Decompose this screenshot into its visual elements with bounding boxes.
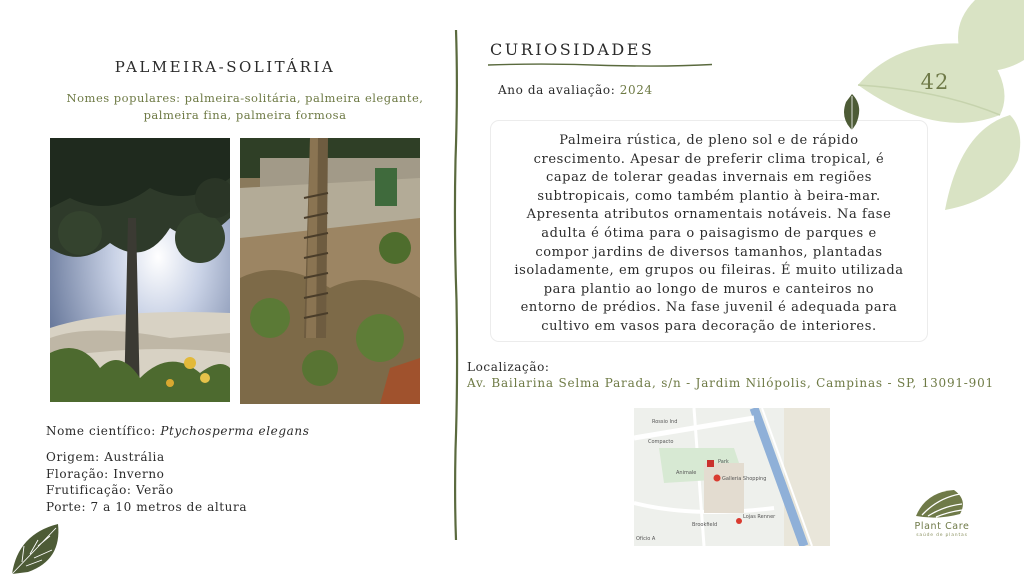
fruiting: Frutificação: Verão: [46, 483, 174, 497]
description-line: Apresenta atributos ornamentais notáveis. Na fase: [526, 207, 892, 223]
decorative-leaves-icon: [850, 0, 1024, 220]
brand-tagline: saúde de plantas: [916, 533, 968, 538]
brand-name: Plant Care: [914, 521, 970, 532]
bottom-leaf-icon: [8, 520, 62, 576]
popular-names-line-1: Nomes populares: palmeira-solitária, palmeira elegante,: [66, 91, 424, 105]
location-label: Localização:: [467, 360, 550, 374]
scientific-label: Nome científico:: [46, 424, 156, 438]
description-line: compor jardins de diversos tamanhos, plantadas: [535, 244, 883, 260]
curiosities-heading: CURIOSIDADES: [490, 40, 655, 59]
description-line: entorno de prédios. Na fase juvenil é adequada para: [520, 300, 898, 316]
size: Porte: 7 a 10 metros de altura: [46, 499, 248, 514]
origin: Origem: Austrália: [46, 450, 165, 464]
year-value: 2024: [619, 83, 653, 97]
description-line: cultivo em vasos para decoração de interiores.: [541, 318, 877, 334]
map-label: Compacto: [648, 439, 674, 445]
map-label: Brookfield: [692, 522, 718, 528]
description-line: adulta é ótima para o paisagismo de parques e: [541, 225, 877, 241]
map-label: Park: [718, 459, 729, 465]
page-number: 42: [920, 70, 950, 94]
popular-names-line-2: palmeira fina, palmeira formosa: [143, 108, 347, 122]
column-divider: [452, 30, 460, 540]
popular-names: [40, 90, 450, 124]
description-line: capaz de tolerar geadas invernais em regiões: [545, 170, 873, 186]
palm-photo-canopy: [50, 138, 230, 402]
map-label: Animale: [676, 470, 697, 476]
description-line: para plantio ao longo de muros e canteiros no: [543, 281, 875, 297]
description-line: Palmeira rústica, de pleno sol e de rápido: [559, 133, 859, 148]
palm-photo-trunk: [240, 138, 420, 404]
flowering: Floração: Inverno: [46, 466, 165, 481]
plant-facts: [46, 449, 247, 515]
map-label: Galleria Shopping: [722, 476, 767, 482]
evaluation-year: [498, 83, 653, 97]
plant-title: PALMEIRA-SOLITÁRIA: [114, 58, 336, 76]
small-leaf-icon: [840, 92, 864, 132]
location-address: Av. Bailarina Selma Parada, s/n - Jardim Nilópolis, Campinas - SP, 13091-901: [467, 376, 994, 390]
heading-underline: [488, 62, 712, 68]
map-label: Rossio Ind: [652, 419, 678, 425]
map-label: Lojas Renner: [743, 514, 776, 520]
description-line: isoladamente, em grupos ou fileiras. É muito utilizada: [514, 263, 904, 279]
description-line: crescimento. Apesar de preferir clima tropical, é: [533, 151, 885, 167]
scientific-value: Ptychosperma elegans: [160, 424, 310, 438]
location-map[interactable]: [634, 408, 830, 546]
description-line: subtropicais, como também plantio à beira-mar.: [537, 188, 881, 204]
scientific-name: [46, 424, 310, 438]
year-label: Ano da avaliação:: [498, 83, 616, 97]
map-label: Ofício A: [636, 536, 656, 542]
